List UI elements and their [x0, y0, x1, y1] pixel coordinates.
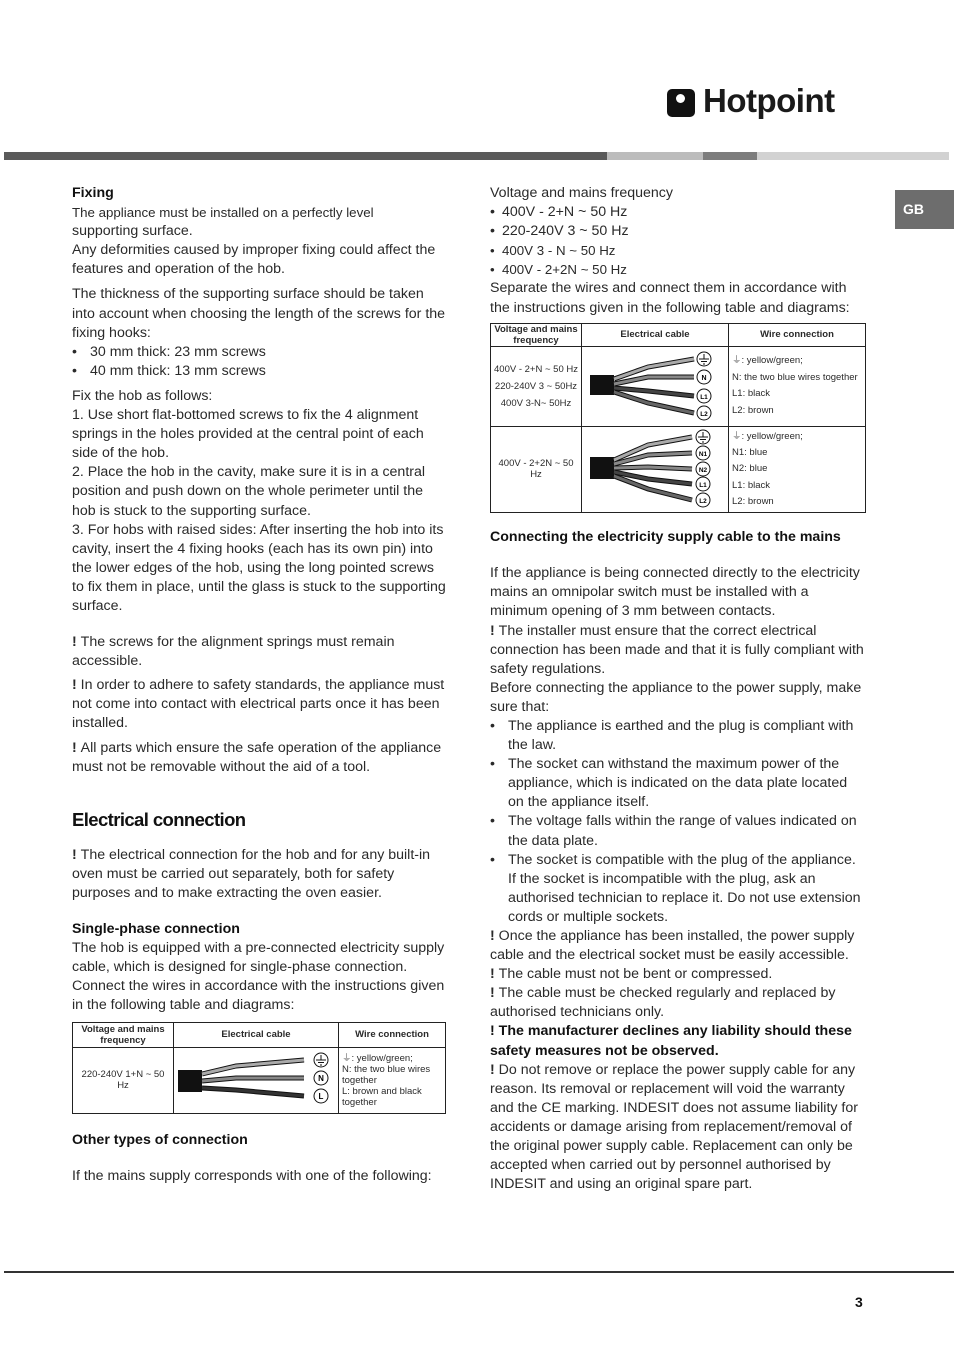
cable-diagram [582, 346, 729, 426]
header-bar-segment [757, 152, 949, 160]
earth-terminal-icon [314, 1053, 328, 1067]
list-item: • 40 mm thick: 13 mm screws [72, 362, 266, 379]
wire-connection-cell: ⏚: yellow/green; N1: blue N2: blue L1: black L2: brown [729, 426, 866, 512]
terminal-label: N [701, 374, 707, 382]
terminal-label: L2 [700, 410, 708, 418]
terminal-label: N2 [698, 466, 708, 474]
warning-note: ! The installer must ensure that the correct electrical connection has been made and that it is fully compliant with safety regulations. [490, 622, 864, 677]
warning-note: ! The screws for the alignment springs must remain accessible. [72, 634, 395, 670]
fix-step-2: 2. Place the hob in the cavity, make sure it is in a central position and push down on the whole perimeter until the hob is stuck to the supporting surface. [72, 464, 426, 519]
hotpoint-logo [667, 82, 867, 126]
left-column [72, 184, 446, 1186]
single-phase-heading: Single-phase connection [72, 921, 240, 938]
earth-terminal-icon [697, 352, 711, 366]
language-tab: GB [895, 190, 954, 229]
warning-note: ! Once the appliance has been installed, the power supply cable and the electrical socket must be easily accessible. [490, 928, 855, 964]
fixing-paragraph-3: The thickness of the supporting surface should be taken into account when choosing the length of the screws for the fixing hooks: [72, 286, 446, 341]
fixing-paragraph-1a: The appliance must be installed on a perfectly level [72, 205, 374, 221]
table-cell: 400V - 2+N ~ 50 Hz 220-240V 3 ~ 50Hz 400V 3-N~ 50Hz [491, 346, 582, 426]
fix-step-1: 1. Use short flat-bottomed screws to fix the 4 alignment springs in the holes provided at the central point of each side of the hob. [72, 407, 424, 462]
terminal-label: L2 [699, 497, 707, 505]
table-header: Voltage and mains frequency [491, 323, 582, 346]
table-header: Electrical cable [582, 323, 729, 346]
warning-note: ! In order to adhere to safety standards, the appliance must not come into contact with electrical parts once it has been installed. [72, 677, 445, 732]
warning-note: ! All parts which ensure the safe operation of the appliance must not be removable without the aid of a tool. [72, 739, 442, 775]
connecting-paragraph-2: Before connecting the appliance to the power supply, make sure that: [490, 679, 862, 715]
table-header: Wire connection [339, 1022, 446, 1047]
header-bar-segment [607, 152, 703, 160]
list-item: • The socket is compatible with the plug of the appliance. If the socket is incompatible with the plug, ask an authorised technician to replace it. Do not use extension cords or multiple sockets. [490, 851, 861, 925]
electrical-connection-heading: Electrical connection [72, 808, 246, 830]
earth-symbol-icon: ⏚ [732, 430, 742, 442]
cable-diagram-svg [582, 427, 728, 509]
terminal-label: L [318, 1091, 324, 1101]
other-connection-paragraph: If the mains supply corresponds with one of the following: [72, 1167, 432, 1184]
list-item: • The socket can withstand the maximum power of the appliance, which is indicated on the data plate located on the appliance itself. [490, 756, 848, 811]
fixing-heading: Fixing [72, 185, 114, 201]
header-bar-segment [703, 152, 757, 160]
cable-diagram [582, 426, 729, 512]
table-cell: 400V - 2+2N ~ 50 Hz [491, 426, 582, 512]
terminal-label: N [318, 1073, 324, 1083]
earth-terminal-icon [696, 430, 710, 444]
other-connection-heading: Other types of connection [72, 1131, 248, 1148]
cable-diagram-svg [174, 1048, 338, 1110]
table-header: Electrical cable [174, 1022, 339, 1047]
connecting-paragraph-1: If the appliance is being connected directly to the electricity mains an omnipolar switch must be installed with a minimum opening of 3 mm between contacts. [490, 565, 860, 620]
warning-note: ! The manufacturer declines any liability should these safety measures not be observed. [490, 1023, 852, 1059]
warning-note: ! Do not remove or replace the power supply cable for any reason. Its removal or replacement will void the warranty and the CE marking. INDESIT does not assume liability for accidents or damage arising from replacement/removal of the original power supply cable. Replacement can only be accepted when carried out by personnel authorised by INDESIT and using an original spare part. [490, 1061, 858, 1193]
list-item: • 400V - 2+N ~ 50 Hz [490, 204, 628, 221]
fixing-paragraph-2: Any deformities caused by improper fixing could affect the features and operation of the hob. [72, 242, 436, 278]
brand-name: Hotpoint [703, 82, 835, 119]
voltage-frequency-heading: Voltage and mains frequency [490, 185, 673, 201]
warning-note: ! The electrical connection for the hob and for any built-in oven must be carried out separately, both for safety purposes and to make extracting the oven easier. [72, 846, 431, 901]
footer-rule [4, 1271, 954, 1273]
wire-connection-cell: ⏚: yellow/green; N: the two blue wires together L1: black L2: brown [729, 346, 866, 426]
terminal-label: L1 [699, 481, 707, 489]
separate-wires-paragraph: Separate the wires and connect them in accordance with the instructions given in the following table and diagrams: [490, 280, 850, 316]
right-column [490, 184, 866, 1194]
cable-diagram [174, 1047, 339, 1113]
wire-connection-cell: ⏚: yellow/green; N: the two blue wires together L: brown and black together [339, 1047, 446, 1113]
fix-intro: Fix the hob as follows: [72, 387, 213, 404]
list-item: • The appliance is earthed and the plug is compliant with the law. [490, 717, 854, 754]
table-cell: 220-240V 1+N ~ 50 Hz [73, 1047, 174, 1113]
page-number: 3 [855, 1294, 863, 1310]
list-item: • The voltage falls within the range of values indicated on the data plate. [490, 813, 857, 849]
fix-step-3: 3. For hobs with raised sides: After inserting the hob into its cavity, insert the 4 fixing hooks (each has its own pin) into the lower edges of the hob, using the long pointed screws to fix them in place, until the glass is stuck to the supporting surface. [72, 521, 446, 614]
warning-note: ! The cable must not be bent or compressed. [490, 966, 773, 983]
single-phase-paragraph: The hob is equipped with a pre-connected electricity supply cable, which is designed for single-phase connection. Connect the wires in accordance with the instructions given in the following table and diagrams: [72, 940, 445, 1014]
earth-symbol-icon: ⏚ [342, 1052, 352, 1064]
table-header: Voltage and mains frequency [73, 1022, 174, 1047]
list-item: • 400V 3 - N ~ 50 Hz [490, 243, 616, 259]
list-item: • 30 mm thick: 23 mm screws [72, 343, 266, 360]
table-header: Wire connection [729, 323, 866, 346]
single-phase-wiring-table [72, 1022, 446, 1114]
fixing-paragraph-1b: supporting surface. [72, 223, 193, 240]
list-item: • 220-240V 3 ~ 50 Hz [490, 223, 629, 240]
list-item: • 400V - 2+2N ~ 50 Hz [490, 262, 627, 278]
cable-diagram-svg [582, 347, 728, 423]
three-phase-wiring-table [490, 323, 866, 513]
header-bar-segment [4, 152, 607, 160]
connecting-supply-heading: Connecting the electricity supply cable to the mains [490, 529, 841, 546]
earth-symbol-icon: ⏚ [732, 355, 742, 367]
terminal-label: L1 [700, 393, 708, 401]
warning-note: ! The cable must be checked regularly and replaced by authorised technicians only. [490, 985, 836, 1021]
terminal-label: N1 [698, 450, 708, 458]
logo-mark-icon [667, 89, 695, 117]
